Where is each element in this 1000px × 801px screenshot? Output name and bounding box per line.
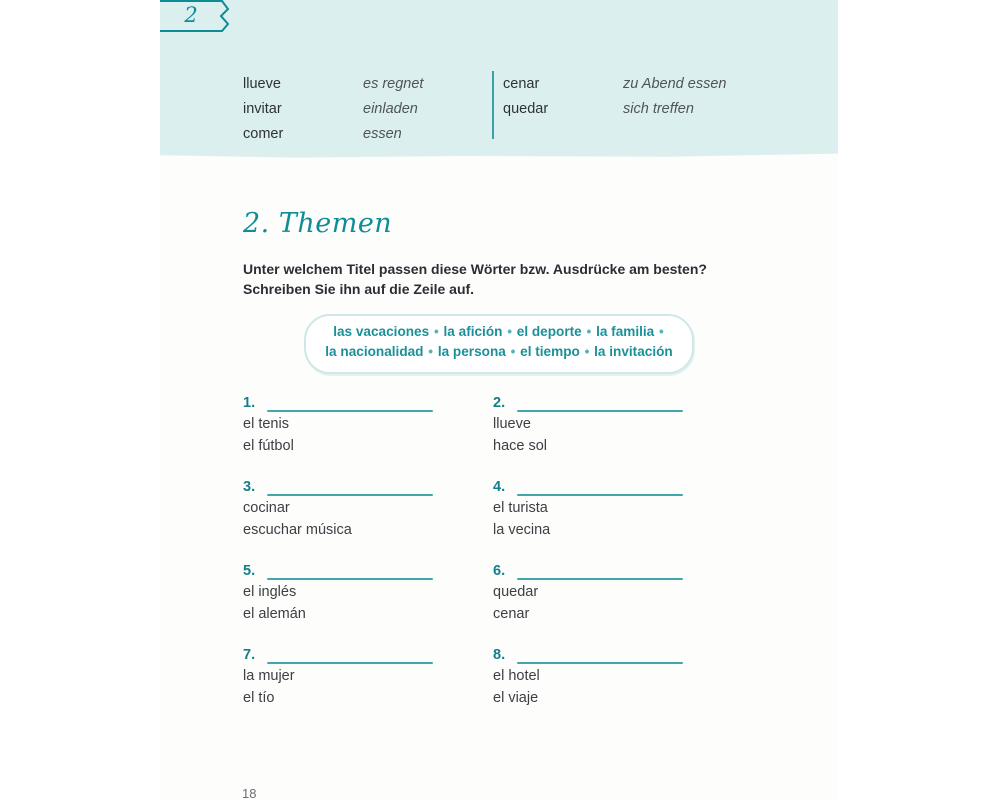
vocab-spanish: quedar xyxy=(503,101,549,117)
answer-line[interactable] xyxy=(267,578,433,580)
exercise-word: el viaje xyxy=(493,690,539,706)
exercise-word: el hotel xyxy=(493,668,540,684)
vocab-spanish: comer xyxy=(243,126,284,142)
exercise-item xyxy=(243,647,443,706)
exercise-number: 1. xyxy=(243,395,256,411)
answer-line[interactable] xyxy=(517,662,683,664)
exercise-word: el tenis xyxy=(243,416,289,432)
exercise-word: el tío xyxy=(243,690,275,706)
exercise-word: la vecina xyxy=(493,522,551,538)
vocab-german: zu Abend essen xyxy=(623,76,727,92)
vocab-spanish: cenar xyxy=(503,76,540,92)
answer-line[interactable] xyxy=(267,410,433,412)
word-option: la afición xyxy=(443,324,503,339)
bullet-separator: • xyxy=(428,344,434,359)
instruction-line: Schreiben Sie ihn auf die Zeile auf. xyxy=(243,281,475,297)
exercise-word: el alemán xyxy=(243,606,306,622)
word-option: el tiempo xyxy=(520,344,580,359)
word-option: la nacionalidad xyxy=(325,344,424,359)
answer-line[interactable] xyxy=(267,494,433,496)
bullet-separator: • xyxy=(586,324,592,339)
bullet-separator: • xyxy=(510,344,516,359)
word-option: el deporte xyxy=(516,324,582,339)
exercise-item xyxy=(243,563,443,622)
exercise-number: 3. xyxy=(243,479,256,495)
section-title: 2. Themen xyxy=(243,208,393,239)
exercise-word: quedar xyxy=(493,584,539,600)
exercise-number: 4. xyxy=(493,479,506,495)
exercise-number: 8. xyxy=(493,647,506,663)
answer-line[interactable] xyxy=(517,494,683,496)
answer-line[interactable] xyxy=(517,578,683,580)
exercise-word: el fútbol xyxy=(243,438,294,454)
exercise-item xyxy=(243,395,443,454)
exercise-word: el inglés xyxy=(243,584,297,600)
vocab-german: essen xyxy=(363,126,402,142)
answer-line[interactable] xyxy=(517,410,683,412)
bullet-separator: • xyxy=(507,324,512,339)
exercise-number: 7. xyxy=(243,647,256,663)
word-option: la familia xyxy=(596,324,655,339)
bullet-separator: • xyxy=(584,344,590,359)
exercise-word: hace sol xyxy=(493,438,548,454)
word-box-line xyxy=(306,324,692,339)
exercise-number: 5. xyxy=(243,563,256,579)
word-option: la persona xyxy=(437,344,506,359)
exercise-word: cenar xyxy=(493,606,530,622)
answer-line[interactable] xyxy=(267,662,433,664)
instruction-text xyxy=(243,259,763,299)
exercise-word: la mujer xyxy=(243,668,295,684)
vocab-divider xyxy=(492,71,494,139)
exercise-item xyxy=(493,563,693,622)
exercise-word: el turista xyxy=(493,500,548,516)
exercise-word: llueve xyxy=(493,416,531,432)
exercise-number: 6. xyxy=(493,563,506,579)
vocab-german: sich treffen xyxy=(623,101,694,117)
bullet-separator: • xyxy=(659,324,664,339)
bullet-separator: • xyxy=(433,324,439,339)
chapter-number: 2 xyxy=(184,3,198,27)
vocab-german: einladen xyxy=(363,101,418,117)
word-option: la invitación xyxy=(594,344,673,359)
vocab-german: es regnet xyxy=(363,76,424,92)
workbook-page xyxy=(160,0,838,800)
exercise-item xyxy=(243,479,443,538)
instruction-line: Unter welchem Titel passen diese Wörter bzw. Ausdrücke am besten? xyxy=(243,261,707,277)
exercise-number: 2. xyxy=(493,395,506,411)
exercise-word: cocinar xyxy=(243,500,290,516)
vocab-spanish: invitar xyxy=(243,101,282,117)
word-box-line xyxy=(306,344,692,359)
exercise-item xyxy=(493,647,693,706)
exercise-item xyxy=(493,395,693,454)
word-option: las vacaciones xyxy=(333,324,430,339)
exercise-item xyxy=(493,479,693,538)
page-number: 18 xyxy=(242,786,257,801)
vocab-spanish: llueve xyxy=(243,76,281,92)
word-box xyxy=(304,314,694,374)
exercise-word: escuchar música xyxy=(243,522,352,538)
